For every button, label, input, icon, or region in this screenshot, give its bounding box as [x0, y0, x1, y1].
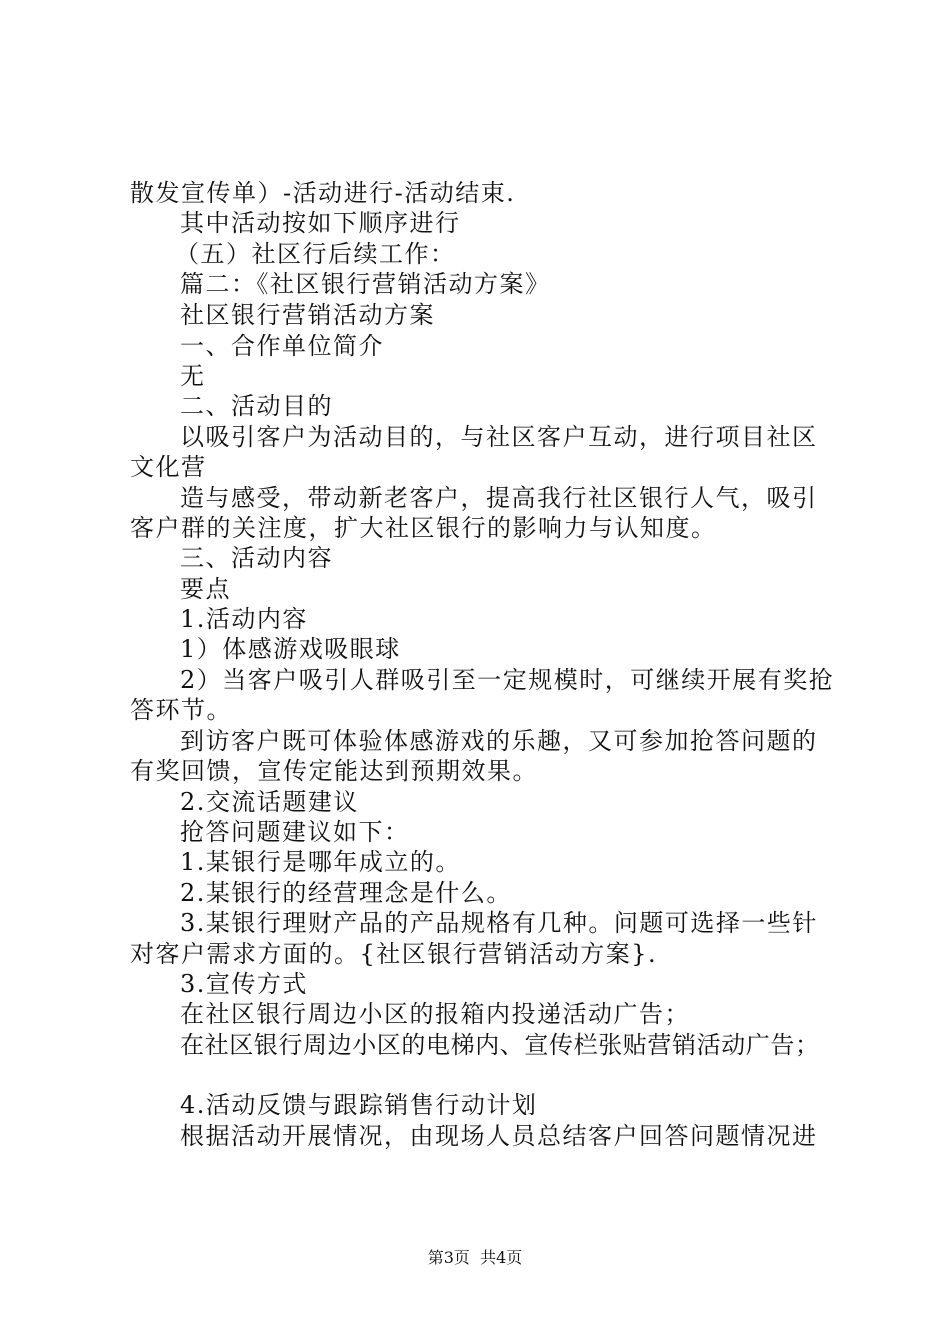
text-line: 3.某银行理财产品的产品规格有几种。问题可选择一些针 [180, 909, 818, 937]
text-line: 到访客户既可体验体感游戏的乐趣，又可参加抢答问题的 [180, 727, 818, 755]
section-heading: 三、活动内容 [180, 544, 333, 572]
text-line: 文化营 [130, 453, 207, 481]
text-line: 抢答问题建议如下： [180, 818, 410, 846]
document-title: 社区银行营销活动方案 [180, 301, 435, 329]
text-line: 有奖回馈，宣传定能达到预期效果。 [130, 757, 538, 785]
text-line: 2.交流话题建议 [180, 788, 359, 816]
page-footer: 第3页 共4页 [427, 1248, 523, 1267]
text-line: （五）社区行后续工作： [175, 240, 456, 268]
section-heading: 二、活动目的 [180, 392, 333, 420]
text-line: 在社区银行周边小区的电梯内、宣传栏张贴营销活动广告； [180, 1031, 820, 1059]
text-line: 散发宣传单）-活动进行-活动结束. [130, 179, 516, 207]
text-line: 根据活动开展情况，由现场人员总结客户回答问题情况进 [180, 1122, 818, 1150]
text-line: 1）体感游戏吸眼球 [180, 635, 401, 663]
section-heading: 一、合作单位简介 [180, 332, 384, 360]
text-line: 4.活动反馈与跟踪销售行动计划 [180, 1091, 538, 1119]
text-line: 答环节。 [130, 696, 232, 724]
text-line: 以吸引客户为活动目的，与社区客户互动，进行项目社区 [180, 423, 818, 451]
text-line: 造与感受，带动新老客户，提高我行社区银行人气，吸引 [180, 484, 818, 512]
text-line: 对客户需求方面的。{社区银行营销活动方案}. [130, 940, 658, 968]
text-line: 2.某银行的经营理念是什么。 [180, 879, 512, 907]
text-line: 1.某银行是哪年成立的。 [180, 848, 461, 876]
text-line: 2）当客户吸引人群吸引至一定规模时，可继续开展有奖抢 [180, 666, 835, 694]
text-line: 客户群的关注度，扩大社区银行的影响力与认知度。 [130, 514, 717, 542]
text-line: 1.活动内容 [180, 605, 308, 633]
text-line: 要点 [180, 575, 231, 603]
text-line: 在社区银行周边小区的报箱内投递活动广告； [180, 1000, 690, 1028]
section-heading: 篇二：《社区银行营销活动方案》 [180, 270, 551, 298]
text-line: 无 [180, 362, 206, 390]
text-line: 3.宣传方式 [180, 970, 308, 998]
text-line: 其中活动按如下顺序进行 [180, 209, 461, 237]
